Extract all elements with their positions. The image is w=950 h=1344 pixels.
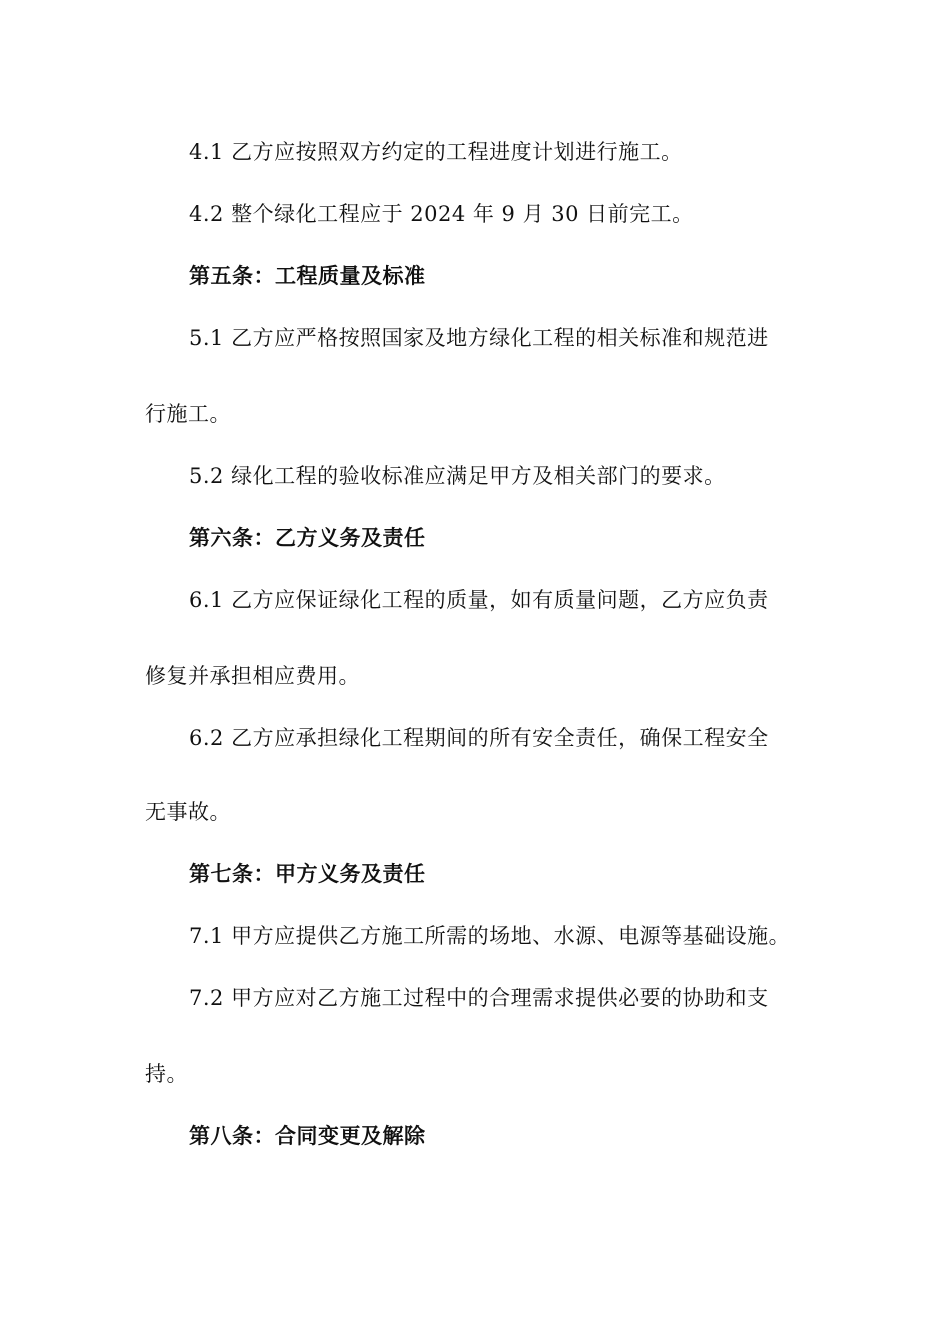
clause-7-2-line-2: 持。 [145, 1062, 188, 1086]
clause-6-1-line-2: 修复并承担相应费用。 [145, 664, 360, 688]
article-5-heading: 第五条：工程质量及标准 [189, 264, 426, 288]
article-8-heading: 第八条：合同变更及解除 [189, 1124, 426, 1148]
clause-5-2: 5.2 绿化工程的验收标准应满足甲方及相关部门的要求。 [189, 464, 726, 488]
clause-4-2: 4.2 整个绿化工程应于 2024 年 9 月 30 日前完工。 [189, 202, 694, 226]
clause-6-1-line-1: 6.1 乙方应保证绿化工程的质量，如有质量问题，乙方应负责 [189, 588, 769, 612]
clause-6-2-line-2: 无事故。 [145, 800, 231, 824]
clause-7-2-line-1: 7.2 甲方应对乙方施工过程中的合理需求提供必要的协助和支 [189, 986, 769, 1010]
clause-5-1-line-2: 行施工。 [145, 402, 231, 426]
clause-6-2-line-1: 6.2 乙方应承担绿化工程期间的所有安全责任，确保工程安全 [189, 726, 769, 750]
clause-7-1: 7.1 甲方应提供乙方施工所需的场地、水源、电源等基础设施。 [189, 924, 791, 948]
clause-5-1-line-1: 5.1 乙方应严格按照国家及地方绿化工程的相关标准和规范进 [189, 326, 769, 350]
article-7-heading: 第七条：甲方义务及责任 [189, 862, 426, 886]
article-6-heading: 第六条：乙方义务及责任 [189, 526, 426, 550]
clause-4-1: 4.1 乙方应按照双方约定的工程进度计划进行施工。 [189, 140, 683, 164]
